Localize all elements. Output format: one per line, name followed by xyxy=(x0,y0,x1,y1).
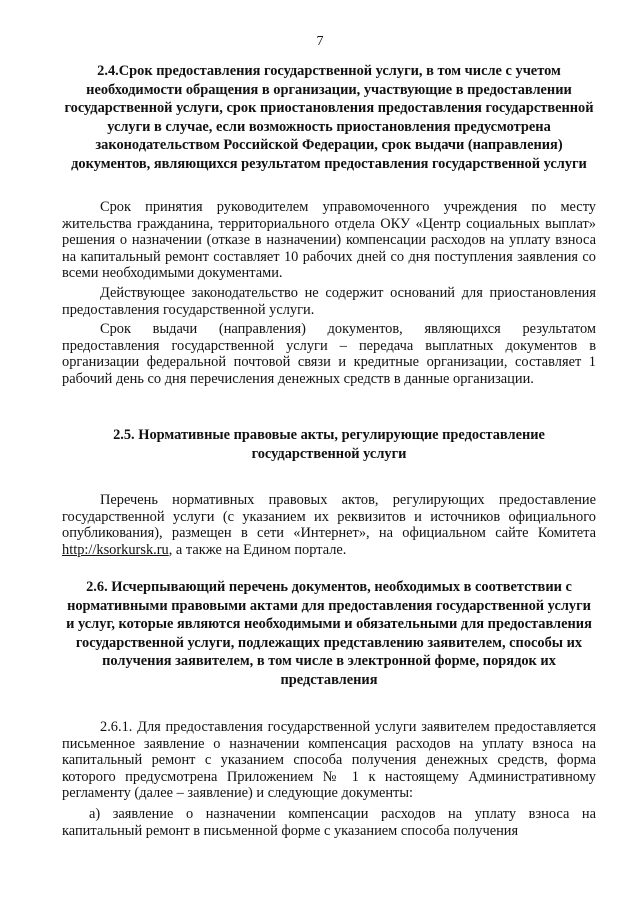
section-2-6-heading: 2.6. Исчерпывающий перечень документов, необходимых в соответствии с нормативными правовыми актами для предоставления государственной услуги и услуг, которые являются необходимыми и обязательными для предоставления государственной услуги, подлежащих представлению заявителем, способы их получения заявителем, в том числе в электронной форме, порядок их представления xyxy=(66,579,592,688)
page-number: 7 xyxy=(316,34,324,49)
section-2-4-paragraph-2: Действующее законодательство не содержит оснований для приостановления предоставления государственной услуги. xyxy=(62,285,596,318)
section-2-5-text-before-link: Перечень нормативных правовых актов, регулирующих предоставление государственной услуги (с указанием их реквизитов и источников официального опубликования), размещен в сети «Интернет», на официальном сайте Комитета xyxy=(62,492,596,542)
section-2-6-item-a: а) заявление о назначении компенсации расходов на уплату взноса на капитальный ремонт в письменной форме с указанием способа получения xyxy=(62,806,596,839)
section-2-4-paragraph-3: Срок выдачи (направления) документов, являющихся результатом предоставления государственной услуги – передача выплатных документов в организации федеральной почтовой связи и кредитные организации, составляет 1 рабочий день со дня перечисления денежных средств в данные организации. xyxy=(62,321,596,387)
section-2-4-heading: 2.4.Срок предоставления государственной услуги, в том числе с учетом необходимости обращения в организации, участвующие в предоставлении государственной услуги, срок приостановления предоставления государственной услуги в случае, если возможность приостановления предусмотрена законодательством Российской Федерации, срок выдачи (направления) документов, являющихся результатом предоставления государственной услуги xyxy=(64,63,594,172)
section-2-4-paragraph-1: Срок принятия руководителем управомоченного учреждения по месту жительства гражданина, территориального отдела ОКУ «Центр социальных выплат» решения о назначении (отказе в назначении) компенсации расходов на уплату взноса на капитальный ремонт составляет 10 рабочих дней со дня поступления заявления со всеми необходимыми документами. xyxy=(62,199,596,282)
committee-website-link[interactable]: http://ksorkursk.ru xyxy=(62,541,169,558)
section-2-5-heading: 2.5. Нормативные правовые акты, регулирующие предоставление государственной услуги xyxy=(113,427,545,462)
section-2-6-paragraph-1: 2.6.1. Для предоставления государственной услуги заявителем предоставляется письменное заявление о назначении компенсация расходов на уплату взноса на капитальный ремонт с указанием способа получения денежных средств, форма которого предусмотрена Приложением № 1 к настоящему Административному регламенту (далее – заявление) и следующие документы: xyxy=(62,719,596,802)
section-2-5-paragraph-1 xyxy=(62,492,596,558)
section-2-5-text-after-link: , а также на Едином портале. xyxy=(168,541,347,558)
